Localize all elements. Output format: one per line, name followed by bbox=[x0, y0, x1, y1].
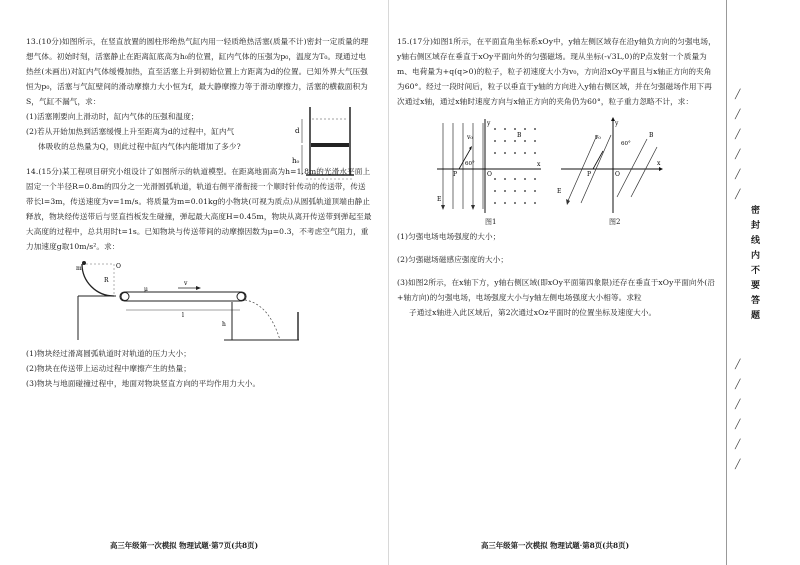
left-page bbox=[0, 0, 388, 565]
right-page bbox=[388, 0, 726, 565]
binding-margin bbox=[726, 0, 800, 565]
margin-dash: ╱ bbox=[735, 420, 741, 430]
q15-fig1-caption: 图1 bbox=[485, 218, 497, 226]
margin-dash: ╱ bbox=[735, 360, 741, 370]
q15-sub2: (2)匀强磁场磁感应强度的大小； bbox=[397, 255, 509, 264]
q15-f1-label-angle: 60° bbox=[465, 161, 475, 167]
q13-cylinder-figure bbox=[292, 105, 368, 185]
q15-stem: 15.(17分)如图1所示，在平面直角坐标系xOy中，y轴左侧区域存在沿y轴负方向的匀强电场，y轴右侧区域存在垂直于xOy平面向外的匀强磁场。现从坐标(-√3L,0)的P点发射一个质量为m、电荷量为+q(q>0)的粒子，粒子初速度大小为v₀，方向沿xOy平面且与x轴正方向的夹角为60°。经过一段时间后，粒子以垂直于y轴的方向进入y轴右侧区域，并在匀强磁场作用下再次通过x轴，通过x轴时速度方向与x轴正方向的夹角仍为60°，粒子重力忽略不计，求： bbox=[397, 37, 716, 106]
q15-f2-label-x: x bbox=[657, 160, 661, 167]
q13-stem: 13.(10分)如图所示，在竖直放置的圆柱形绝热气缸内用一轻质绝热活塞(质量不计)密封一定质量的理想气体。初始时刻，活塞静止在距离缸底高为h₀的位置，缸内气体的压强为p₀，温度为T₀。现通过电热丝(未画出)对缸内气体缓慢加热，直至活塞上升到初始位置上方距离为d的位置。已知外界大气压强恒为p₀，活塞与气缸壁间的滑动摩擦力大小恒为f，最大静摩擦力等于滑动摩擦力，活塞的横截面积为S，气缸不漏气，求： bbox=[26, 37, 369, 106]
q14-label-m: m bbox=[76, 265, 82, 272]
q13-label-h0: h₀ bbox=[292, 157, 300, 165]
q15-f2-label-O: O bbox=[615, 171, 620, 178]
q15-f2-label-v0: v₀ bbox=[595, 134, 601, 141]
q13-sub2b: 体吸收的总热量为Q，则此过程中缸内气体内能增加了多少? bbox=[38, 142, 241, 151]
q15-sub1: (1)匀强电场电场强度的大小； bbox=[397, 232, 501, 241]
margin-dash: ╱ bbox=[735, 110, 741, 120]
margin-dash: ╱ bbox=[735, 130, 741, 140]
margin-dash: ╱ bbox=[735, 190, 741, 200]
seal-line-notice: 密封线内不要答题 bbox=[749, 205, 759, 325]
q14-label-mu: μ bbox=[144, 286, 148, 293]
q14-sub1: (1)物块经过滑离圆弧轨道时对轨道的压力大小； bbox=[26, 349, 191, 358]
q15-sub3b: 子通过x轴进入此区域后，第2次通过xOz平面时的位置坐标及速度大小。 bbox=[409, 308, 657, 317]
q15-figure-1 bbox=[437, 117, 547, 217]
q15-fig2-caption: 图2 bbox=[609, 218, 621, 226]
q14-sub3: (3)物块与地面碰撞过程中，地面对物块竖直方向的平均作用力大小。 bbox=[26, 379, 261, 388]
q15-f1-label-E: E bbox=[437, 196, 442, 203]
q15-f1-label-B: B bbox=[517, 132, 522, 139]
q14-stem: 14.(15分)某工程项目研究小组设计了如图所示的轨道模型。在距离地面高为h=1.8m的光滑水平面上固定一个半径R=0.8m的四分之一光滑圆弧轨道，轨道右侧平滑衔接一个顺时针传动的传送带，传送带长l=3m，传送速度为v=1m/s。将质量为m=0.01kg的小物块(可视为质点)从圆弧轨道顶端由静止释放，物块经传送带后与竖直挡板发生碰撞，弹起最大高度H=0.45m，物块从离开传送带到弹起至最大高度的过程中，总共用时t=1s。已知物块与传送带间的动摩擦因数为μ=0.3，不考虑空气阻力，重力加速度g取10m/s²。求： bbox=[26, 167, 372, 251]
q15-f2-label-B: B bbox=[649, 132, 654, 139]
q14-track-figure bbox=[74, 260, 314, 342]
q15-f2-label-y: y bbox=[615, 120, 619, 127]
margin-dash: ╱ bbox=[735, 460, 741, 470]
q15-sub3a: (3)如图2所示，在x轴下方，y轴右侧区域(即xOy平面第四象限)还存在垂直于xOy平面向外(沿+轴方向)的匀强电场，电场强度大小与y轴左侧电场强度大小相等。求粒 bbox=[397, 278, 716, 302]
margin-dash: ╱ bbox=[735, 380, 741, 390]
margin-dash: ╱ bbox=[735, 90, 741, 100]
q14-label-O: O bbox=[116, 263, 121, 270]
q15-f1-label-O: O bbox=[487, 171, 492, 178]
margin-dash: ╱ bbox=[735, 400, 741, 410]
q15-f2-label-E: E bbox=[557, 188, 562, 195]
q13-sub2a: (2)若从开始加热到活塞缓慢上升至距离为d的过程中，缸内气 bbox=[26, 127, 235, 136]
q15-f1-label-y: y bbox=[487, 120, 491, 127]
q15-f1-label-P: P bbox=[453, 171, 458, 178]
margin-dash: ╱ bbox=[735, 150, 741, 160]
q14-label-h: h bbox=[222, 321, 226, 328]
q15-f2-label-P: P bbox=[587, 171, 592, 178]
q15-f1-label-x: x bbox=[537, 161, 541, 168]
q14-label-l: l bbox=[182, 312, 184, 319]
q15-f1-label-v0: v₀ bbox=[467, 134, 473, 141]
q14-label-R: R bbox=[104, 277, 109, 284]
q13-label-d: d bbox=[295, 127, 300, 135]
q13-sub1: (1)活塞刚要向上滑动时，缸内气体的压强和温度； bbox=[26, 112, 199, 121]
margin-dash: ╱ bbox=[735, 170, 741, 180]
right-footer: 高三年级第一次模拟 物理试题·第8页(共8页) bbox=[481, 541, 630, 550]
q15-f2-label-angle: 60° bbox=[621, 141, 631, 147]
q14-sub2: (2)物块在传送带上运动过程中摩擦产生的热量； bbox=[26, 364, 191, 373]
q14-label-v: v bbox=[184, 280, 188, 287]
margin-dash: ╱ bbox=[735, 440, 741, 450]
left-footer: 高三年级第一次模拟 物理试题·第7页(共8页) bbox=[110, 541, 259, 550]
q15-figure-2 bbox=[557, 117, 667, 217]
